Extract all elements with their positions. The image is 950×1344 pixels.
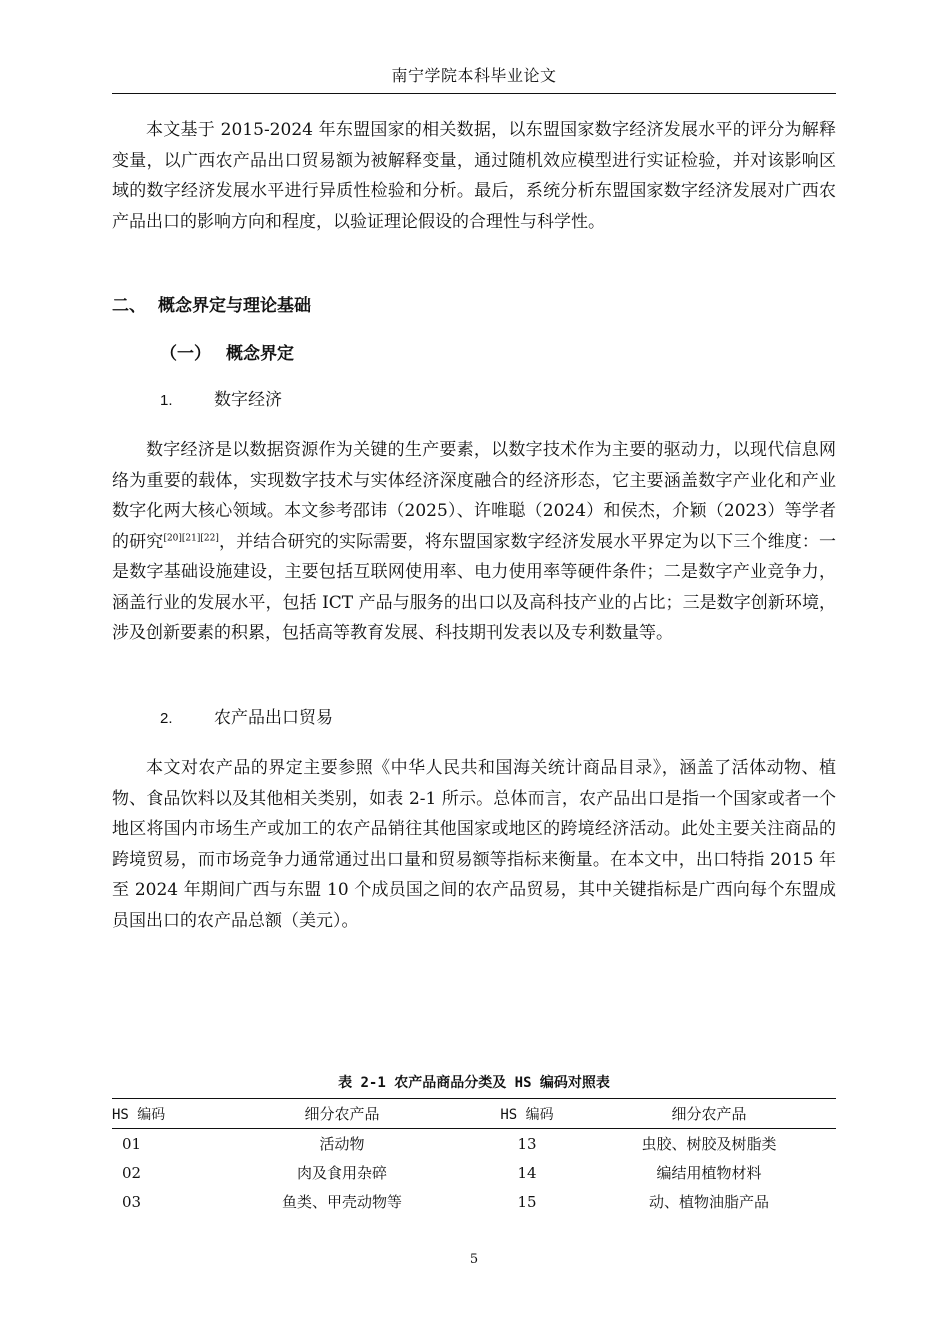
table-cell: 虫胶、树胶及树脂类 [641,1135,777,1153]
table-header-row [112,1099,836,1129]
section-number: 二、 [112,296,146,316]
table-header-cell: HS 编码 [112,1099,212,1129]
item-number: 1. [160,392,173,409]
running-header: 南宁学院本科毕业论文 [391,66,557,85]
subsection-number: （一） [160,344,211,364]
table-cell: 肉及食用杂碎 [296,1164,387,1182]
table-header-cell: HS 编码 [472,1099,582,1129]
table-cell: 14 [517,1163,537,1182]
body-paragraph-3: 本文对农产品的界定主要参照《中华人民共和国海关统计商品目录》，涵盖了活体动物、植物、食品饮料以及其他相关类别，如表 2-1 所示。总体而言，农产品出口是指一个国家或者一个地区将国内市场生产或加工的农产品销往其他国家或地区的跨境经济活动。此处主要关注商品的跨境贸易，而市场竞争力通常通过出口量和贸易额等指标来衡量。在本文中，出口特指 2015 年至 2024 年期间广西与东盟 10 个成员国之间的农产品贸易，其中关键指标是广西向每个东盟成员国出口的农产品总额（美元）。 [112,758,836,931]
table-cell: 02 [122,1163,142,1182]
table-header-cell: 细分农产品 [582,1099,836,1129]
table-cell: 15 [517,1192,537,1211]
citation-reference[interactable]: [20][21][22] [163,532,219,543]
section-title: 概念界定与理论基础 [158,296,311,316]
item-heading-1 [160,385,282,416]
body-paragraph-2 [112,435,836,649]
table-cell: 动、植物油脂产品 [648,1193,769,1211]
paragraph-text-before-citation: 数字经济是以数据资源作为关键的生产要素，以数字技术作为主要的驱动力，以现代信息网络为重要的载体，实现数字技术与实体经济深度融合的经济形态，它主要涵盖数字产业化和产业数字化两大核心领域。本文参考邵讳（2025）、许唯聪（2024）和侯杰，介颖（2023）等学者的研究 [112,440,836,552]
section-heading [112,291,311,321]
header-rule [112,93,836,94]
item-heading-2 [160,703,333,734]
table-row [112,1158,836,1187]
table-caption: 表 2-1 农产品商品分类及 HS 编码对照表 [338,1075,610,1091]
page-number: 5 [469,1252,479,1267]
item-title: 数字经济 [214,390,282,410]
table-cell: 13 [517,1134,537,1153]
table-cell: 03 [122,1192,142,1211]
item-number: 2. [160,710,173,727]
table-cell: 鱼类、甲壳动物等 [281,1193,402,1211]
table-header-cell: 细分农产品 [212,1099,472,1129]
body-paragraph-1: 本文基于 2015-2024 年东盟国家的相关数据，以东盟国家数字经济发展水平的评分为解释变量，以广西农产品出口贸易额为被解释变量，通过随机效应模型进行实证检验，并对该影响区域的数字经济发展水平进行异质性检验和分析。最后，系统分析东盟国家数字经济发展对广西农产品出口的影响方向和程度，以验证理论假设的合理性与科学性。 [112,120,836,232]
table-cell: 编结用植物材料 [656,1164,762,1182]
paragraph-text-after-citation: ，并结合研究的实际需要，将东盟国家数字经济发展水平界定为以下三个维度：一是数字基础设施建设，主要包括互联网使用率、电力使用率等硬件条件；二是数字产业竞争力，涵盖行业的发展水平，包括 ICT 产品与服务的出口以及高科技产业的占比；三是数字创新环境，涉及创新要素的积累，包括高等教育发展、科技期刊发表以及专利数量等。 [112,531,837,643]
table-cell: 活动物 [319,1135,365,1153]
table-cell: 01 [122,1134,142,1153]
table-row [112,1187,836,1216]
subsection-heading [160,339,294,369]
hs-code-table [112,1098,836,1216]
item-title: 农产品出口贸易 [214,708,333,728]
table-row [112,1129,836,1159]
subsection-title: 概念界定 [226,344,294,364]
